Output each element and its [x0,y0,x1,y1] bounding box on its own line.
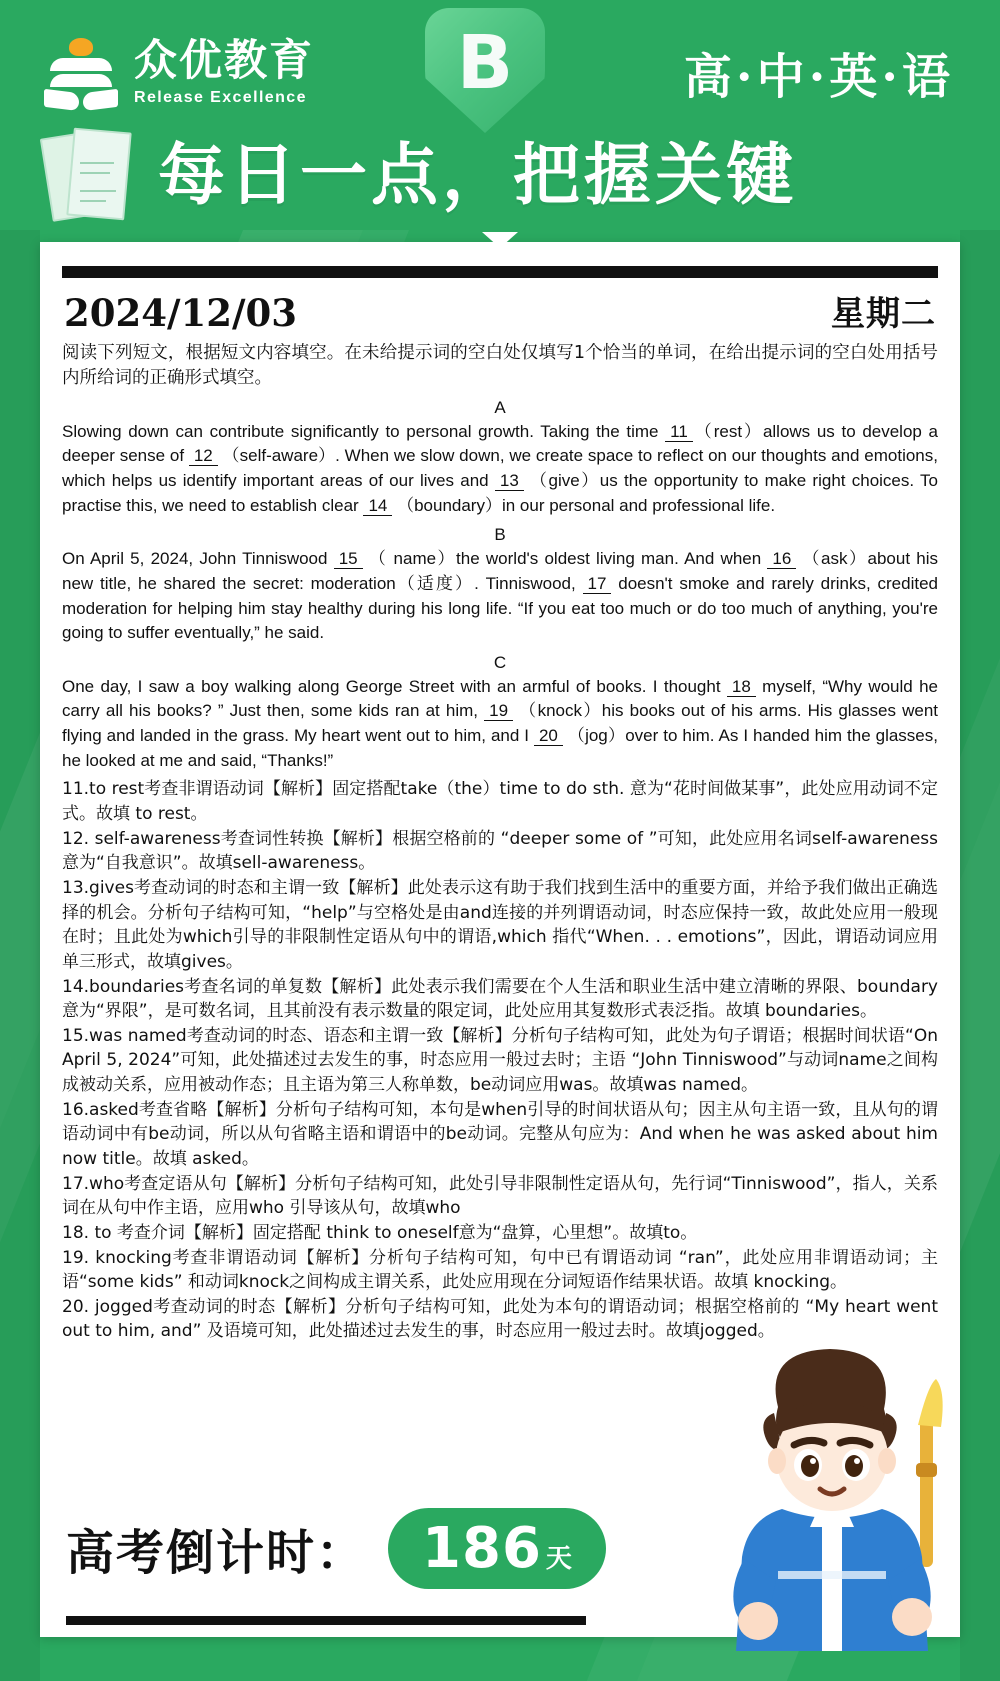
explanation-item: 14.boundaries考查名词的单复数【解析】此处表示我们需要在个人生活和职业生活中建立清晰的界限、boundary 意为“界限”，是可数名词，且其前没有表示数量的限定词，此处应用其复数形式表泛指。故填 boundaries。 [62,976,938,1022]
mascot-boy-with-brush-icon [682,1321,982,1651]
passage-a-label: A [494,397,506,417]
book-sprout-logo-icon [42,34,120,112]
instructions-text: 阅读下列短文，根据短文内容填空。在未给提示词的空白处仅填写1个恰当的单词，在给出提示词的空白处用括号内所给词的正确形式填空。 [62,343,938,388]
explanations-list [62,777,938,1344]
passage-b [62,525,938,646]
passage-c-body: One day, I saw a boy walking along George Street with an armful of books. I thought 18 myself, “Why would he carry all his books? ” Just then, some kids ran at him, 19 （knock）his books out of his arms. His glasses went flying and landed in the grass. My heart went out to him, and I 20 （jog）over to him. As I handed him the glasses, he looked at me and said, “Thanks!” [62,676,938,770]
brand-logo [42,34,314,112]
passage-b-label: B [494,525,506,545]
slogan-text: 每日一点，把握关键 [158,136,797,214]
explanation-item: 17.who考查定语从句【解析】分析句子结构可知，此处引导非限制性定语从句，先行词“Tinniswood”，指人，关系词在从句中作主语，应用who 引导该从句，故填who [62,1173,938,1219]
explanation-item: 16.asked考查省略【解析】分析句子结构可知，本句是when引导的时间状语从句；因主从句主语一致，且从句的谓语动词中有be动词，所以从句省略主语和谓语中的be动词。完整从句应为：And when he was asked about him now title。故填 asked。 [62,1099,938,1169]
countdown-pill [388,1508,606,1589]
date-text: 2024/12/03 [64,291,297,335]
poster-header [0,0,1000,232]
papers-icon [44,128,144,223]
explanation-item: 13.gives考查动词的时态和主谓一致【解析】此处表示这有助于我们找到生活中的重要方面，并给予我们做出正确选择的机会。分析句子结构可知，“help”与空格处是由and连接的并列谓语动词，时态应保持一致，故此处应用一般现在时；且此处为which引导的非限制性定语从句中的谓语,which 指代“When. . . emotions”，因此，谓语动词应用单三形式，故填gives。 [62,877,938,972]
explanation-item: 18. to 考查介词【解析】固定搭配 think to oneself意为“盘算，心里想”。故填to。 [62,1222,698,1243]
passage-b-body: On April 5, 2024, John Tinniswood 15 （ name）the world's oldest living man. And when 16 （ask）about his new title, he shared the secret: moderation（适度）. Tinniswood, 17 doesn't smoke and rarely drinks, credited moderation for helping him stay healthy during his long life. “If you eat too much or do too much of anything, you're going to suffer eventually,” he said. [62,549,938,643]
passage-a-body: Slowing down can contribute significantly to personal growth. Taking the time 11 （rest）allows us to develop a deeper sense of 12 （self-aware）. When we slow down, we create space to reflect on our thoughts and emotions, which helps us identify important areas of our lives and 13 （give）us the opportunity to make right choices. To practise this, we need to establish clear 14 （boundary）in our personal and professional life. [62,421,938,515]
slogan-row [0,128,1000,223]
explanation-item: 11.to rest考查非谓语动词【解析】固定搭配take（the）time to do sth. 意为“花时间做某事”，此处应用动词不定式。故填 to rest。 [62,779,938,825]
explanation-item: 15.was named考查动词的时态、语态和主谓一致【解析】分析句子结构可知，此处为句子谓语；根据时间状语“On April 5, 2024”可知，此处描述过去发生的事，时态应用一般过去时；主语 “John Tinniswood”与动词name之间构成被动关系，应用被动作态；且主语为第三人称单数，be动词应用was。故填was named。 [62,1025,938,1096]
explanation-item: 20. jogged考查动词的时态【解析】分析句子结构可知，此处为本句的谓语动词；根据空格前的 “My heart went out to him, and” 及语境可知，此处描述过去发生的事，时态应用一般过去时。故填jogged。 [62,1296,938,1342]
passage-a [62,398,938,519]
explanation-item: 12. self-awareness考查词性转换【解析】根据空格前的 “deeper some of ”可知，此处应用名词self-awareness意为“自我意识”。故填sell-awareness。 [62,828,938,874]
gaokao-countdown [66,1508,606,1589]
brand-name-en: Release Excellence [134,88,307,106]
countdown-days: 186 [422,1516,542,1581]
brand-name-cn: 众优教育 [134,35,314,86]
subject-title: 高·中·英·语 [683,49,954,105]
passage-c [62,653,938,774]
weekday-text: 星期二 [831,294,936,334]
card-notch [482,232,518,248]
b-pin-icon [425,8,545,133]
bottom-rule [66,1616,586,1625]
passage-c-label: C [493,652,507,672]
b-pin-letter: B [456,19,514,106]
date-row [62,284,938,335]
top-rule [62,266,938,278]
countdown-label: 高考倒计时： [66,1525,367,1581]
explanation-item: 19. knocking考查非谓语动词【解析】分析句子结构可知，句中已有谓语动词 “ran”，此处应用非谓语动词；主语“some kids” 和动词knock之间构成主谓关系，此处应用现在分词短语作结果状语。故填 knocking。 [62,1247,938,1293]
countdown-unit: 天 [545,1544,572,1574]
